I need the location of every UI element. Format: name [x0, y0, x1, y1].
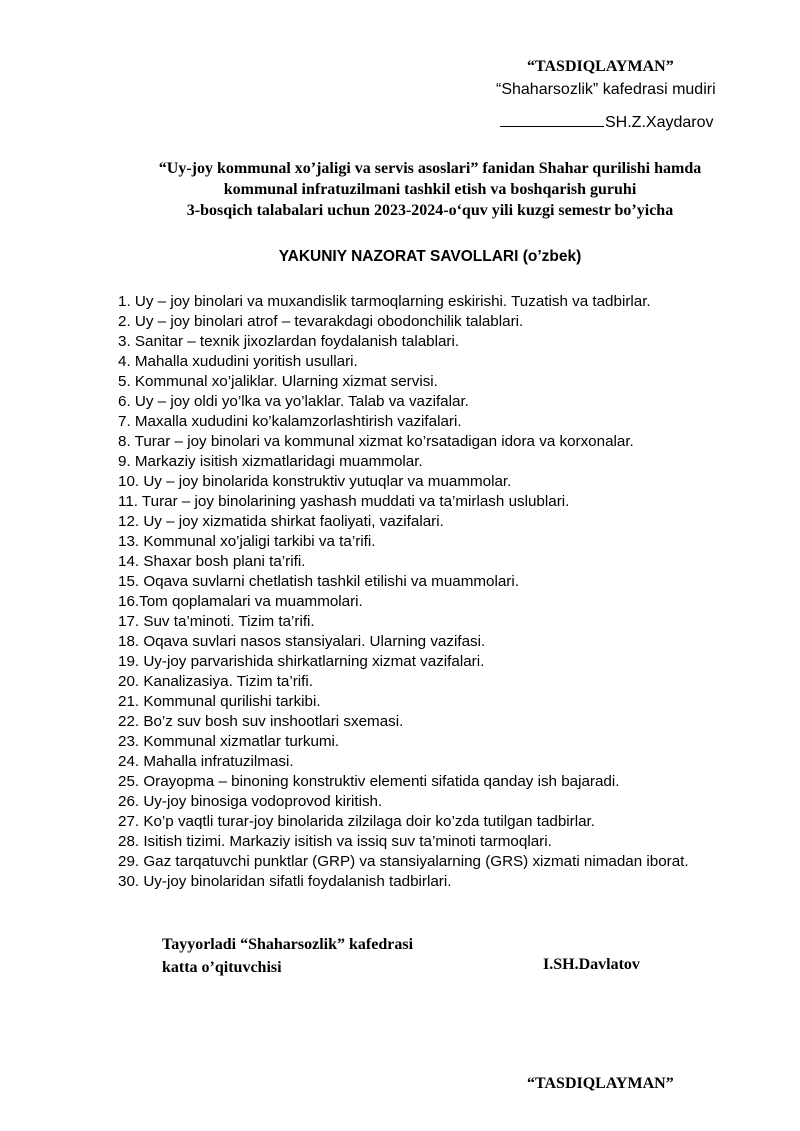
list-item: 2. Uy – joy binolari atrof – tevarakdagi obodonchilik talablari.: [118, 313, 524, 330]
prepared-by-line-1: Tayyorladi “Shaharsozlik” kafedrasi: [162, 936, 414, 953]
list-item: 11. Turar – joy binolarining yashash muddati va ta’mirlash uslublari.: [118, 493, 570, 510]
list-item: 24. Mahalla infratuzilmasi.: [118, 753, 294, 770]
signature-line: [500, 112, 604, 127]
prepared-by-name: I.SH.Davlatov: [543, 956, 640, 973]
document-heading: [100, 158, 760, 221]
list-item: 17. Suv ta’minoti. Tizim ta’rifi.: [118, 613, 315, 630]
list-item: 27. Ko’p vaqtli turar-joy binolarida zilzilaga doir ko’zda tutilgan tadbirlar.: [118, 813, 595, 830]
questions-heading: YAKUNIY NAZORAT SAVOLLARI (o’zbek): [278, 248, 582, 265]
list-item: 21. Kommunal qurilishi tarkibi.: [118, 693, 321, 710]
list-item: 6. Uy – joy oldi yo’lka va yo’laklar. Talab va vazifalar.: [118, 393, 469, 410]
prepared-by-line-2: katta o’qituvchisi: [162, 959, 282, 976]
list-item: 30. Uy-joy binolaridan sifatli foydalanish tadbirlari.: [118, 873, 452, 890]
heading-line-1: “Uy-joy kommunal xo’jaligi va servis asoslari” fanidan Shahar qurilishi hamda: [158, 160, 702, 177]
list-item: 13. Kommunal xo’jaligi tarkibi va ta’rifi.: [118, 533, 376, 550]
prepared-by: [162, 933, 413, 979]
list-item: 12. Uy – joy xizmatida shirkat faoliyati, vazifalari.: [118, 513, 444, 530]
list-item: 29. Gaz tarqatuvchi punktlar (GRP) va stansiyalarning (GRS) xizmati nimadan iborat.: [118, 853, 689, 870]
approval-role: “Shaharsozlik” kafedrasi mudiri: [496, 81, 716, 98]
approval-title: “TASDIQLAYMAN”: [527, 58, 674, 75]
list-item: 23. Kommunal xizmatlar turkumi.: [118, 733, 340, 750]
approval-signature-name: SH.Z.Xaydarov: [605, 114, 714, 131]
list-item: 26. Uy-joy binosiga vodoprovod kiritish.: [118, 793, 383, 810]
list-item: 25. Orayopma – binoning konstruktiv elementi sifatida qanday ish bajaradi.: [118, 773, 620, 790]
list-item: 3. Sanitar – texnik jixozlardan foydalanish talablari.: [118, 333, 460, 350]
list-item: 20. Kanalizasiya. Tizim ta’rifi.: [118, 673, 313, 690]
list-item: 14. Shaxar bosh plani ta’rifi.: [118, 553, 306, 570]
list-item: 10. Uy – joy binolarida konstruktiv yutuqlar va muammolar.: [118, 473, 512, 490]
approval-title-2: “TASDIQLAYMAN”: [527, 1075, 674, 1092]
list-item: 5. Kommunal xo’jaliklar. Ularning xizmat servisi.: [118, 373, 438, 390]
list-item: 9. Markaziy isitish xizmatlaridagi muammolar.: [118, 453, 423, 470]
questions-list: [118, 292, 689, 892]
list-item: 16.Tom qoplamalari va muammolari.: [118, 593, 363, 610]
list-item: 15. Oqava suvlarni chetlatish tashkil etilishi va muammolari.: [118, 573, 519, 590]
heading-line-3: 3-bosqich talabalari uchun 2023-2024-o‘quv yili kuzgi semestr bo’yicha: [186, 202, 674, 219]
heading-line-2: kommunal infratuzilmani tashkil etish va boshqarish guruhi: [223, 181, 637, 198]
list-item: 4. Mahalla xududini yoritish usullari.: [118, 353, 358, 370]
list-item: 22. Bo’z suv bosh suv inshootlari sxemasi.: [118, 713, 404, 730]
list-item: 8. Turar – joy binolari va kommunal xizmat ko’rsatadigan idora va korxonalar.: [118, 433, 634, 450]
list-item: 1. Uy – joy binolari va muxandislik tarmoqlarning eskirishi. Tuzatish va tadbirlar.: [118, 293, 651, 310]
list-item: 7. Maxalla xududini ko’kalamzorlashtirish vazifalari.: [118, 413, 462, 430]
list-item: 18. Oqava suvlari nasos stansiyalari. Ularning vazifasi.: [118, 633, 486, 650]
list-item: 19. Uy-joy parvarishida shirkatlarning xizmat vazifalari.: [118, 653, 485, 670]
approval-signature: [500, 112, 713, 132]
list-item: 28. Isitish tizimi. Markaziy isitish va issiq suv ta’minoti tarmoqlari.: [118, 833, 552, 850]
